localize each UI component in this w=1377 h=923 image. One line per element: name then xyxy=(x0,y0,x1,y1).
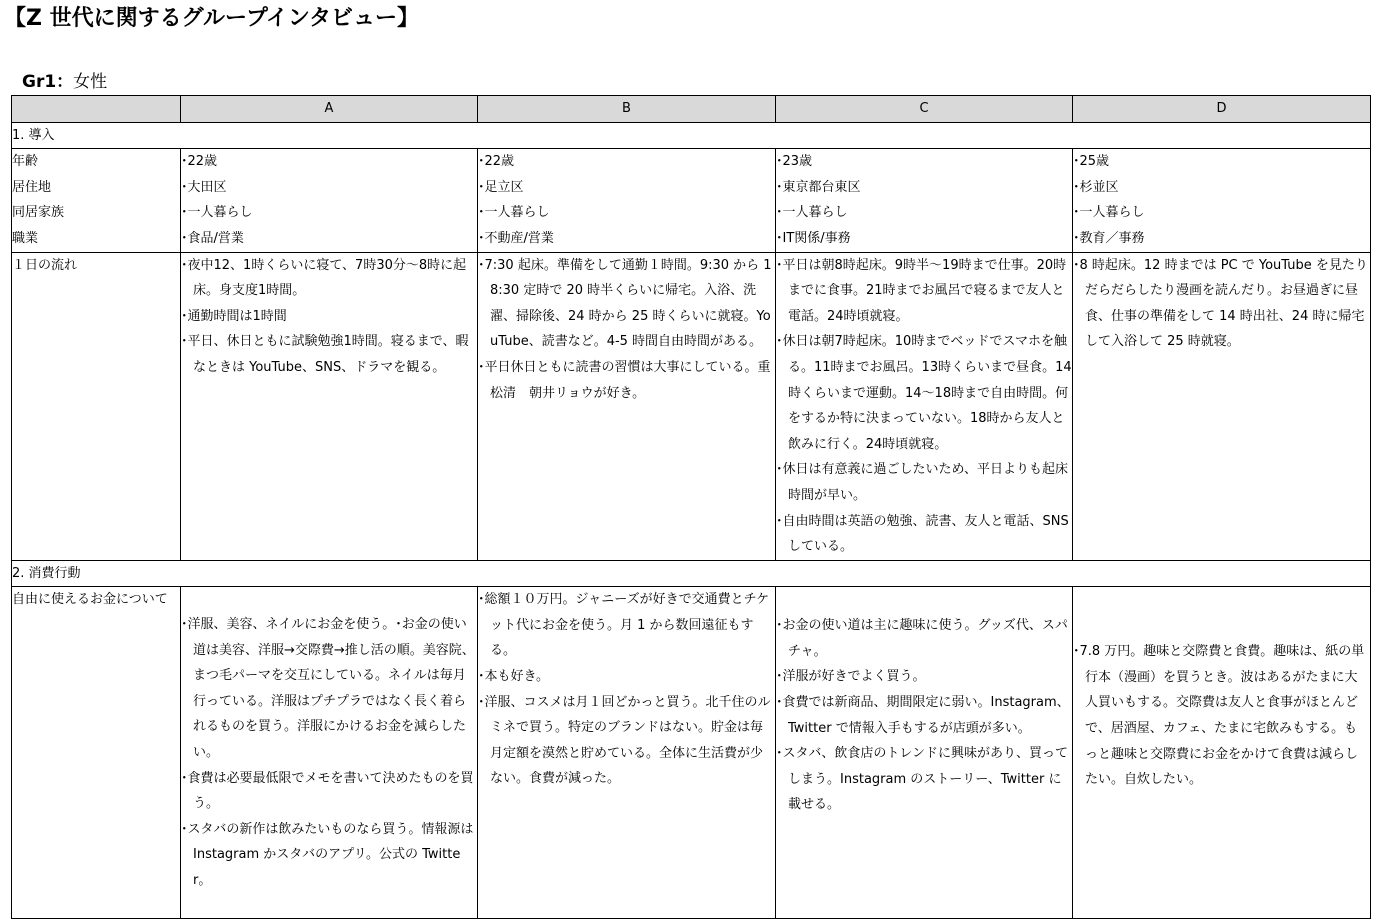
column-header-a: A xyxy=(181,96,478,123)
occupation-value: ･食品/営業 xyxy=(181,230,244,246)
label-residence: 居住地 xyxy=(12,179,52,195)
profile-cell-a xyxy=(181,149,478,252)
column-header-d: D xyxy=(1073,96,1371,123)
list-item: ･夜中12、1時くらいに寝て、7時30分～8時に起床。身支度1時間。 xyxy=(181,257,467,299)
occupation-value: ･IT関係/事務 xyxy=(776,230,851,246)
group-separator: ： xyxy=(56,72,74,92)
money-cell-c xyxy=(776,587,1073,919)
section-title-intro: 1. 導入 xyxy=(12,122,1371,149)
daily-cell-a xyxy=(181,252,478,560)
list-item: ･本も好き。 xyxy=(478,669,549,685)
group-id: Gr1 xyxy=(22,72,57,92)
list-item: ･自由時間は英語の勉強、読書、友人と電話、SNS している。 xyxy=(776,513,1069,555)
list-item: ･食費では新商品、期間限定に弱い。Instagram、Twitter で情報入手もするが店頭が多い。 xyxy=(776,695,1070,736)
age-value: ･22歳 xyxy=(181,154,218,170)
money-cell-b xyxy=(478,587,776,919)
occupation-value: ･不動産/営業 xyxy=(478,230,554,246)
list-item: ･平日、休日ともに試験勉強1時間。寝るまで、暇なときは YouTube、SNS、ドラマを観る。 xyxy=(181,334,469,375)
list-item: ･スタバの新作は飲みたいものなら買う。情報源は Instagram かスタバのアプリ。公式の Twitter。 xyxy=(181,821,474,888)
residence-value: ･大田区 xyxy=(181,179,227,195)
list-item: ･平日休日ともに読書の習慣は大事にしている。重松清 朝井リョウが好き。 xyxy=(478,359,771,401)
age-value: ･23歳 xyxy=(776,154,813,170)
group-heading xyxy=(22,70,107,94)
daily-cell-c xyxy=(776,252,1073,560)
profile-cell-b xyxy=(478,149,776,252)
daily-label: １日の流れ xyxy=(12,252,181,560)
age-value: ･25歳 xyxy=(1073,154,1110,170)
household-value: ･一人暮らし xyxy=(1073,205,1145,221)
column-header-b: B xyxy=(478,96,776,123)
occupation-value: ･教育／事務 xyxy=(1073,230,1145,246)
list-item: ･通勤時間は1時間 xyxy=(181,308,287,324)
money-cell-d xyxy=(1073,587,1371,919)
list-item: ･8 時起床。12 時までは PC で YouTube を見たりだらだらしたり漫画を読んだり。お昼過ぎに昼食、仕事の準備をして 14 時出社、24 時に帰宅して入浴して 25 時就寝。 xyxy=(1073,257,1368,350)
list-item: ･洋服が好きでよく買う。 xyxy=(776,669,926,685)
residence-value: ･東京都台東区 xyxy=(776,179,861,195)
list-item: ･平日は朝8時起床。9時半～19時まで仕事。20時までに食事。21時までお風呂で寝るまで友人と電話。24時頃就寝。 xyxy=(776,257,1067,324)
page-title: 【Z 世代に関するグループインタビュー】 xyxy=(4,6,419,31)
profile-labels xyxy=(12,149,181,252)
daily-cell-b xyxy=(478,252,776,560)
list-item: ･スタバ、飲食店のトレンドに興味があり、買ってしまう。Instagram のストーリー、Twitter に載せる。 xyxy=(776,746,1069,813)
list-item: ･お金の使い道は主に趣味に使う。グッズ代、スパチャ。 xyxy=(776,618,1068,659)
list-item: ･総額１０万円。ジャニーズが好きで交通費とチケット代にお金を使う。月 1 から数回遠征もする。 xyxy=(478,592,770,659)
list-item: ･休日は有意義に過ごしたいため、平日よりも起床時間が早い。 xyxy=(776,462,1068,503)
daily-cell-d xyxy=(1073,252,1371,560)
column-header-row xyxy=(12,96,1371,123)
residence-value: ･杉並区 xyxy=(1073,179,1119,195)
household-value: ･一人暮らし xyxy=(181,205,253,221)
list-item: ･7:30 起床。準備をして通勤１時間。9:30 から 18:30 定時で 20 時半くらいに帰宅。入浴、洗濯、掃除後、24 時から 25 時くらいに就寝。YouTube、読書など。4-5 時間自由時間がある。 xyxy=(478,257,772,350)
column-header-c: C xyxy=(776,96,1073,123)
money-cell-a xyxy=(181,587,478,919)
daily-row xyxy=(12,252,1371,560)
profile-row xyxy=(12,149,1371,252)
section-row-intro xyxy=(12,122,1371,149)
household-value: ･一人暮らし xyxy=(478,205,550,221)
money-label: 自由に使えるお金について xyxy=(12,587,181,919)
interview-table xyxy=(11,95,1371,919)
money-row xyxy=(12,587,1371,919)
list-item: ･食費は必要最低限でメモを書いて決めたものを買う。 xyxy=(181,770,474,812)
list-item: ･洋服、美容、ネイルにお金を使う。･お金の使い道は美容、洋服→交際費→推し活の順。美容院、まつ毛パーマを交互にしている。ネイルは毎月行っている。洋服はプチプラではなく長く着られるものを買う。洋服にかけるお金を減らしたい。 xyxy=(181,617,475,760)
age-value: ･22歳 xyxy=(478,154,515,170)
section-row-consumption xyxy=(12,560,1371,587)
household-value: ･一人暮らし xyxy=(776,205,848,221)
list-item: ･洋服、コスメは月１回どかっと買う。北千住のルミネで買う。特定のブランドはない。貯金は毎月定額を漠然と貯めている。全体に生活費が少ない。食費が減った。 xyxy=(478,694,771,787)
list-item: ･休日は朝7時起床。10時までベッドでスマホを触る。11時までお風呂。13時くらいまで昼食。14時くらいまで運動。14～18時まで自由時間。何をするか特に決まっていない。18時から友人と飲みに行く。24時頃就寝。 xyxy=(776,334,1072,452)
label-occupation: 職業 xyxy=(12,230,39,246)
residence-value: ･足立区 xyxy=(478,179,524,195)
label-household: 同居家族 xyxy=(12,205,65,221)
profile-cell-d xyxy=(1073,149,1371,252)
list-item: ･7.8 万円。趣味と交際費と食費。趣味は、紙の単行本（漫画）を買うとき。波はあるがたまに大人買いもする。交際費は友人と食事がほとんどで、居酒屋、カフェ、たまに宅飲みもする。もっと趣味と交際費にお金をかけて食費は減らしたい。自炊したい。 xyxy=(1073,644,1365,788)
group-label: 女性 xyxy=(73,72,108,92)
header-blank xyxy=(12,96,181,123)
profile-cell-c xyxy=(776,149,1073,252)
section-title-consumption: 2. 消費行動 xyxy=(12,560,1371,587)
label-age: 年齢 xyxy=(12,154,39,170)
